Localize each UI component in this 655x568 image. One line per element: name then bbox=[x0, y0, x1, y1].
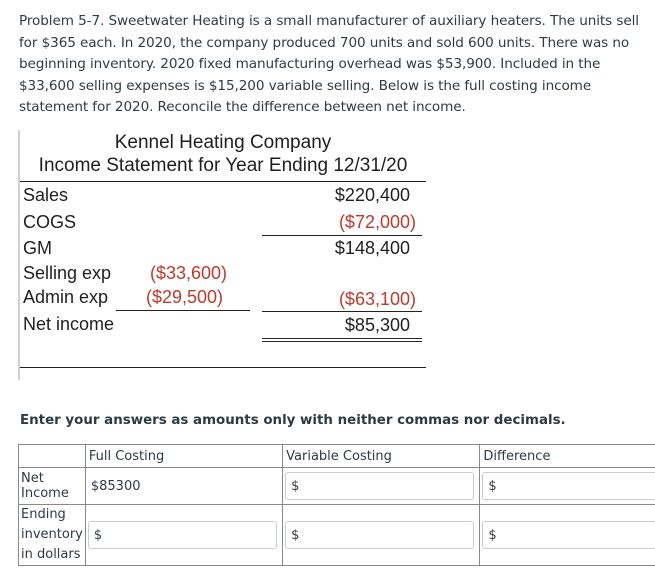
table-row bbox=[19, 468, 655, 505]
dollar-sign: $ bbox=[291, 527, 300, 543]
row-admin-value: ($29,500) bbox=[146, 287, 224, 307]
table-row bbox=[19, 505, 655, 566]
inventory-variable-input[interactable] bbox=[303, 523, 473, 547]
row-label-net-income: Net Income bbox=[19, 468, 86, 505]
cell-net-income-difference bbox=[480, 468, 655, 505]
cell-net-income-full bbox=[85, 468, 282, 505]
cell-inventory-difference bbox=[480, 505, 655, 566]
dollar-sign: $ bbox=[488, 527, 497, 543]
company-name: Kennel Heating Company bbox=[114, 132, 332, 153]
row-net-income-label: Net income bbox=[23, 314, 115, 334]
row-admin-label: Admin exp bbox=[23, 287, 109, 307]
net-income-double-underline-1 bbox=[262, 338, 422, 339]
dollar-sign: $ bbox=[291, 478, 300, 494]
row-label-ending-inventory: Ending inventory in dollars bbox=[19, 505, 86, 566]
header-difference: Difference bbox=[480, 445, 655, 468]
row-total-expenses-value: ($63,100) bbox=[338, 289, 416, 309]
instructions: Enter your answers as amounts only with neither commas nor decimals. bbox=[20, 413, 566, 428]
header-full-costing: Full Costing bbox=[85, 445, 282, 468]
cell-inventory-variable bbox=[283, 505, 480, 566]
net-income-full-value: $85300 bbox=[90, 478, 141, 494]
row-sales-label: Sales bbox=[23, 185, 69, 205]
net-income-variable-input[interactable] bbox=[303, 474, 473, 498]
problem-text: Problem 5-7. Sweetwater Heating is a small manufacturer of auxiliary heaters. The units sell for $365 each. In 2020, the company produced 700 units and sold 600 units. There was no beginning inventory. 2020 fixed manufacturing overhead was $53,900. Included in the $33,600 selling expenses is $15,200 variable selling. Below is the full costing income statement for 2020. Reconcile the difference between net income. bbox=[19, 13, 639, 116]
row-cogs-value: ($72,000) bbox=[338, 212, 416, 232]
answer-table bbox=[18, 444, 655, 566]
inventory-difference-input-box[interactable] bbox=[482, 521, 655, 549]
net-income-double-underline-2 bbox=[262, 341, 422, 342]
inventory-difference-input[interactable] bbox=[501, 523, 655, 547]
net-income-difference-input-box[interactable] bbox=[482, 472, 655, 500]
net-income-variable-input-box[interactable] bbox=[285, 472, 474, 500]
admin-underline bbox=[116, 310, 250, 311]
net-income-difference-input[interactable] bbox=[501, 474, 655, 498]
cell-net-income-variable bbox=[283, 468, 480, 505]
row-selling-value: ($33,600) bbox=[150, 263, 228, 283]
statement-bottom-rule bbox=[20, 367, 426, 368]
dollar-sign: $ bbox=[93, 527, 103, 543]
inventory-full-input[interactable] bbox=[106, 523, 276, 547]
statement-subtitle: Income Statement for Year Ending 12/31/20 bbox=[38, 155, 408, 176]
inventory-full-input-box[interactable] bbox=[88, 521, 277, 549]
cogs-underline bbox=[262, 235, 422, 236]
expenses-underline bbox=[262, 311, 422, 312]
inventory-variable-input-box[interactable] bbox=[285, 521, 474, 549]
row-gm-value: $148,400 bbox=[334, 238, 410, 258]
header-empty bbox=[19, 445, 86, 468]
title-underline bbox=[20, 181, 426, 182]
row-gm-label: GM bbox=[23, 238, 52, 258]
row-selling-label: Selling exp bbox=[23, 263, 112, 283]
dollar-sign: $ bbox=[488, 478, 497, 494]
cell-inventory-full bbox=[85, 505, 282, 566]
header-variable-costing: Variable Costing bbox=[283, 445, 480, 468]
income-statement-image bbox=[18, 130, 428, 380]
row-cogs-label: COGS bbox=[23, 212, 77, 232]
row-sales-value: $220,400 bbox=[334, 185, 410, 205]
table-header-row bbox=[19, 445, 655, 468]
row-net-income-value: $85,300 bbox=[344, 315, 410, 335]
